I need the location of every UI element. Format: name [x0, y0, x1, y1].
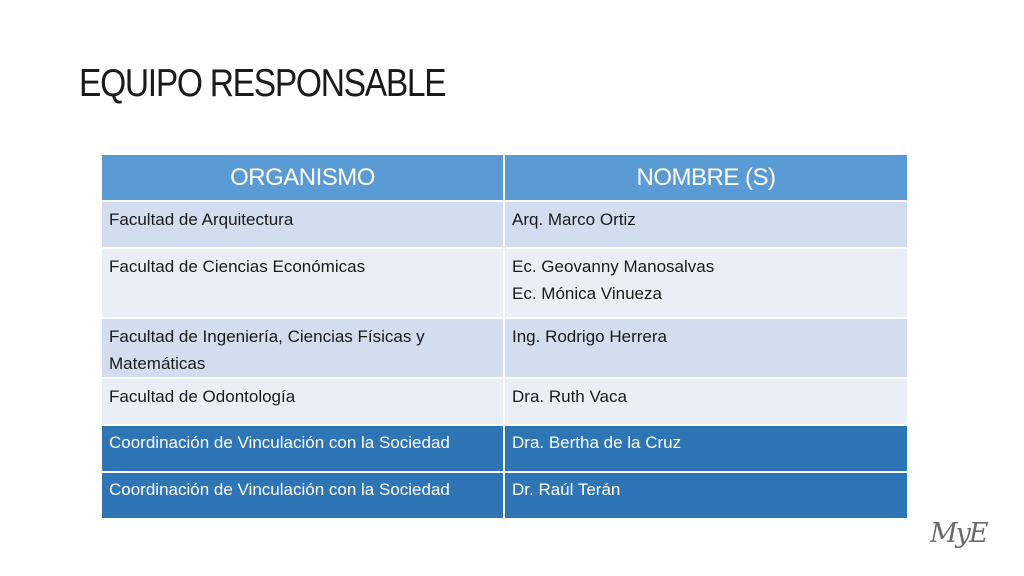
cell-nombre: Dr. Raúl Terán: [512, 480, 621, 499]
cell-nombres: [504, 248, 908, 318]
mye-logo: MyE: [930, 518, 987, 549]
cell-nombre: Ec. Geovanny Manosalvas: [512, 257, 715, 276]
cell-nombres: [504, 472, 908, 519]
cell-organismo: Facultad de Ingeniería, Ciencias Físicas y Matemáticas: [101, 318, 504, 378]
table-row: [101, 425, 908, 472]
cell-nombres: [504, 425, 908, 472]
cell-organismo: Facultad de Odontología: [101, 378, 504, 425]
cell-nombre: Ing. Rodrigo Herrera: [512, 327, 667, 346]
table-row: [101, 472, 908, 519]
cell-nombres: [504, 201, 908, 248]
table-header-row: [101, 154, 908, 201]
cell-organismo: Coordinación de Vinculación con la Sociedad: [101, 472, 504, 519]
team-table: [100, 153, 909, 520]
table-row: [101, 201, 908, 248]
cell-organismo: Facultad de Arquitectura: [101, 201, 504, 248]
cell-nombres: [504, 318, 908, 378]
cell-organismo: Facultad de Ciencias Económicas: [101, 248, 504, 318]
cell-nombre: Arq. Marco Ortiz: [512, 210, 636, 229]
table-row: [101, 248, 908, 318]
cell-organismo: Coordinación de Vinculación con la Sociedad: [101, 425, 504, 472]
cell-nombre: Ec. Mónica Vinueza: [512, 284, 662, 303]
cell-nombre: Dra. Bertha de la Cruz: [512, 433, 682, 452]
header-organismo: ORGANISMO: [101, 154, 504, 201]
header-nombres: NOMBRE (S): [504, 154, 908, 201]
slide-title: EQUIPO RESPONSABLE: [79, 62, 446, 105]
cell-nombre: Dra. Ruth Vaca: [512, 387, 627, 406]
table-row: [101, 378, 908, 425]
table-row: [101, 318, 908, 378]
cell-nombres: [504, 378, 908, 425]
